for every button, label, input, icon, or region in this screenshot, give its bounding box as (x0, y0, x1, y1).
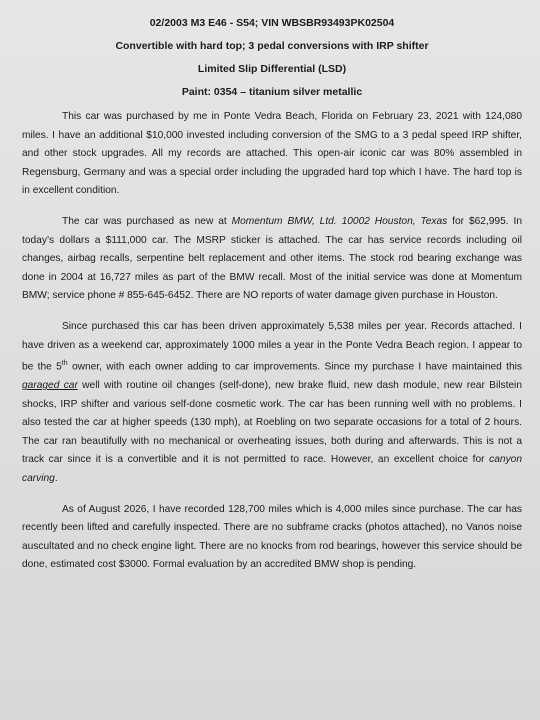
p2-text-b: for $62,995. In today’s dollars a $111,000 car. The MSRP sticker is attached. The car has service records including oil changes, airbag recalls, serpentine belt replacement and other items. The stock rod bearing exchange was done in 2004 at 16,727 miles as part of the BMW recall. Most of the initial service was done at Momentum BMW; service phone # 855-645-6452. There are NO reports of water damage given purchase in Houston. (22, 215, 522, 302)
paragraph-current-status: As of August 2026, I have recorded 128,700 miles which is 4,000 miles since purchase. The car has recently been lifted and carefully inspected. There are no subframe cracks (photos attached), no Vanos noise auscultated and no check engine light. There are no knocks from rod bearings, however this service should be done, estimated cost $3000. Formal evaluation by an accredited BMW shop is pending. (22, 503, 522, 571)
paragraph-purchase: This car was purchased by me in Ponte Vedra Beach, Florida on February 23, 2021 with 124,080 miles. I have an additional $10,000 invested including conversion of the SMG to a 3 pedal speed IRP shifter, and other stock upgrades. All my records are attached. This open-air iconic car was 80% assembled in Regensburg, Germany and was a special order including the upgraded hard top which I have. The hard top is in excellent condition. (22, 111, 522, 197)
garaged-car-phrase (22, 380, 78, 391)
vin-heading: 02/2003 M3 E46 - S54; VIN WBSBR93493PK02504 (149, 17, 395, 29)
paint-heading: Paint: 0354 – titanium silver metallic (181, 86, 363, 98)
paragraph-usage (22, 318, 522, 489)
paragraph-history (22, 213, 522, 306)
body-style-heading: Convertible with hard top; 3 pedal conversions with IRP shifter (115, 40, 429, 52)
dealer-name: Momentum BMW, Ltd. 10002 Houston, Texas (231, 215, 448, 227)
p3-text-a: Since purchased this car has been driven approximately 5,538 miles per year. Records attached. I have driven as a weekend car, approximately 1000 miles a year in the Ponte Vedra Beach region. I appear to be the 5 (22, 320, 522, 373)
ordinal-suffix: th (61, 360, 68, 368)
garaged-car-underline: garaged car (22, 380, 78, 392)
canyon-carving-phrase: canyon carving (22, 454, 522, 485)
p2-text-a: The car was purchased as new at (62, 215, 232, 227)
p3-text-c: well with routine oil changes (self-done), new brake fluid, new dash module, new rear Bilstein shocks, IRP shifter and various self-done cosmetic work. The car has been running well with no problems. I also tested the car at higher speeds (130 mph), at Roebling on two separate occasions for a total of 2 hours. The car ran beautifully with no mechanical or overheating issues, both during and afterwards. This is not a track car since it is a convertible and it is not permitted to race. However, an excellent choice for (22, 380, 522, 466)
differential-heading: Limited Slip Differential (LSD) (197, 63, 347, 75)
p3-text-b: owner, with each owner adding to car improvements. Since my purchase I have maintained this (67, 361, 522, 373)
p3-text-d: . (54, 473, 58, 485)
